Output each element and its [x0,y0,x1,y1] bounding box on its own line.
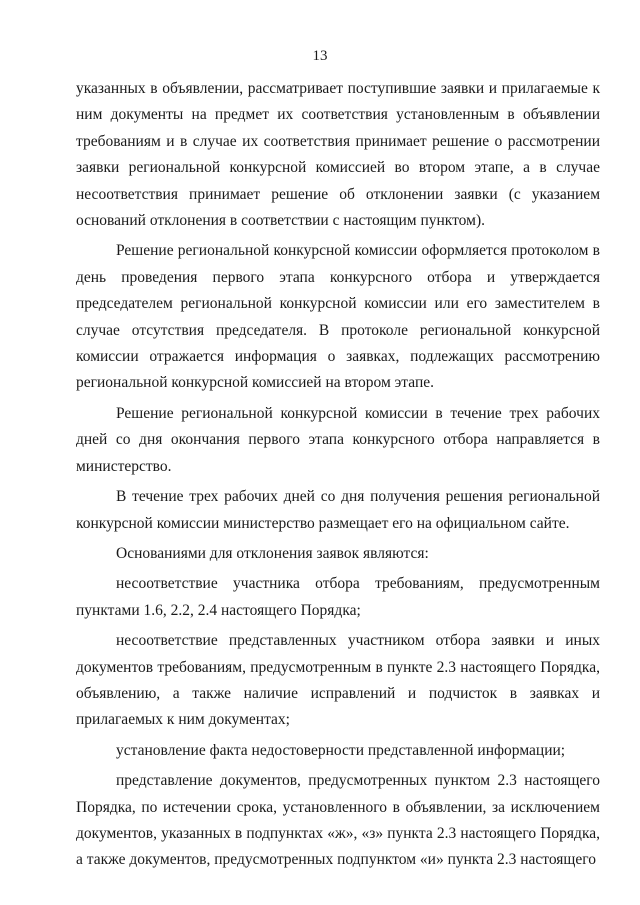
paragraph-rejection-grounds-intro: Основаниями для отклонения заявок являются: [116,544,429,562]
paragraph-publication: В течение трех рабочих дней со дня получения решения региональной конкурсной комиссии министерство размещает его на официальном сайте. [76,488,600,532]
page-number: 13 [312,48,328,64]
document-body [76,76,600,878]
list-item-false-information: установление факта недостоверности представленной информации; [116,741,566,759]
list-item-participant-mismatch: несоответствие участника отбора требованиям, предусмотренным пунктами 1.6, 2.2, 2.4 настоящего Порядка; [76,575,600,619]
paragraph-protocol: Решение региональной конкурсной комиссии оформляется протоколом в день проведения первого этапа конкурсного отбора и утверждается председателем региональной конкурсной комиссии или его заместителем в случае отсутствия председателя. В протоколе региональной конкурсной комиссии отражается информация о заявках, подлежащих рассмотрению региональной конкурсной комиссией на втором этапе. [76,242,600,392]
paragraph-continuation: указанных в объявлении, рассматривает поступившие заявки и прилагаемые к ним документы на предмет их соответствия установленным в объявлении требованиям и в случае их соответствия принимает решение о рассмотрении заявки региональной конкурсной комиссией во втором этапе, а в случае несоответствия принимает решение об отклонении заявки (с указанием оснований отклонения в соответствии с настоящим пунктом). [76,80,600,230]
paragraph-decision-sending: Решение региональной конкурсной комиссии в течение трех рабочих дней со дня окончания первого этапа конкурсного отбора направляется в министерство. [76,404,600,475]
list-item-late-submission: представление документов, предусмотренных пунктом 2.3 настоящего Порядка, по истечении срока, установленного в объявлении, за исключением документов, указанных в подпунктах «ж», «з» пункта 2.3 настоящего Порядка, а также документов, предусмотренных подпунктом «и» пункта 2.3 настоящего [76,772,600,869]
list-item-documents-mismatch: несоответствие представленных участником отбора заявки и иных документов требованиям, предусмотренным в пункте 2.3 настоящего Порядка, объявлению, а также наличие исправлений и подчисток в заявках и прилагаемых к ним документах; [76,632,600,729]
